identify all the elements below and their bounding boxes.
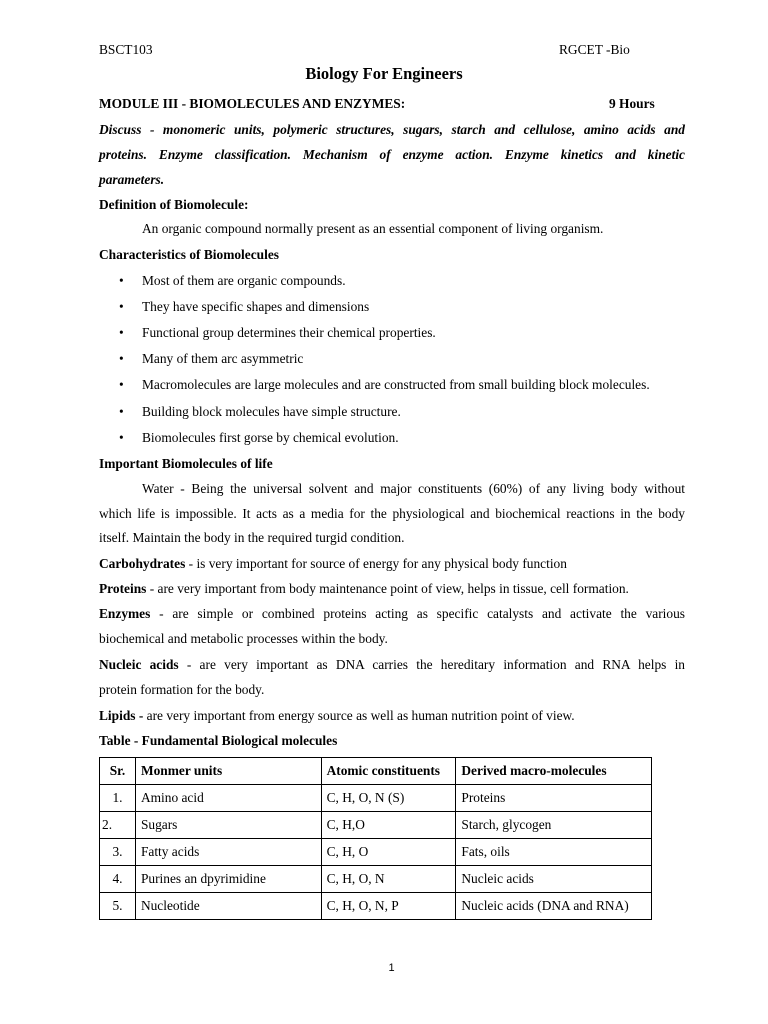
bullet-icon: •	[119, 299, 124, 314]
module-heading: MODULE III - BIOMOLECULES AND ENZYMES:	[99, 96, 406, 111]
header-subject: RGCET -Bio	[559, 42, 630, 57]
column-header-derived: Derived macro-molecules	[456, 758, 652, 785]
enzymes-line-2: biochemical and metabolic processes within the body.	[99, 631, 388, 646]
cell-derived: Proteins	[456, 785, 652, 812]
table-row	[100, 866, 652, 893]
table-caption: Table - Fundamental Biological molecules	[99, 733, 338, 748]
cell-monomer: Amino acid	[135, 785, 321, 812]
list-item: • They have specific shapes and dimensions	[119, 299, 370, 314]
water-line-1: Water - Being the universal solvent and major constituents (60%) of any living body without	[142, 481, 685, 496]
cell-sr: 4.	[100, 866, 136, 893]
cell-sr: 5.	[100, 893, 136, 920]
list-item: • Many of them arc asymmetric	[119, 351, 304, 366]
cell-atomic: C, H, O, N, P	[321, 893, 456, 920]
water-line-2: which life is impossible. It acts as a media for the physiological and biochemical reactions in the body	[99, 506, 685, 521]
biomolecules-table	[99, 757, 652, 920]
proteins-term: Proteins	[99, 581, 147, 596]
list-item: • Building block molecules have simple structure.	[119, 404, 401, 419]
list-item: • Most of them are organic compounds.	[119, 273, 346, 288]
cell-derived: Starch, glycogen	[456, 812, 652, 839]
cell-derived: Nucleic acids (DNA and RNA)	[456, 893, 652, 920]
table-row	[100, 812, 652, 839]
column-header-atomic: Atomic constituents	[321, 758, 456, 785]
bullet-icon: •	[119, 377, 124, 392]
nucleic-line-1: Nucleic acids - are very important as DNA carries the hereditary information and RNA helps in	[99, 657, 685, 672]
carbohydrates-term: Carbohydrates	[99, 556, 186, 571]
module-hours: 9 Hours	[609, 96, 655, 111]
cell-monomer: Sugars	[135, 812, 321, 839]
cell-derived: Fats, oils	[456, 839, 652, 866]
proteins-line: Proteins - are very important from body maintenance point of view, helps in tissue, cell formation.	[99, 581, 629, 596]
carbohydrates-line: Carbohydrates - is very important for source of energy for any physical body function	[99, 556, 567, 571]
bullet-icon: •	[119, 325, 124, 340]
header-course-code: BSCT103	[99, 42, 153, 57]
enzymes-term: Enzymes	[99, 606, 151, 621]
discuss-line-2: proteins. Enzyme classification. Mechanism of enzyme action. Enzyme kinetics and kinetic	[99, 147, 685, 162]
table-header-row	[100, 758, 652, 785]
nucleic-line-2: protein formation for the body.	[99, 682, 265, 697]
discuss-line-1: Discuss - monomeric units, polymeric structures, sugars, starch and cellulose, amino acids and	[99, 122, 685, 137]
definition-heading: Definition of Biomolecule:	[99, 197, 249, 212]
water-line-3: itself. Maintain the body in the required turgid condition.	[99, 530, 405, 545]
cell-sr: 2.	[100, 812, 136, 839]
bullet-icon: •	[119, 273, 124, 288]
cell-monomer: Purines an dpyrimidine	[135, 866, 321, 893]
bullet-icon: •	[119, 404, 124, 419]
cell-derived: Nucleic acids	[456, 866, 652, 893]
bullet-icon: •	[119, 351, 124, 366]
column-header-sr: Sr.	[100, 758, 136, 785]
definition-text: An organic compound normally present as an essential component of living organism.	[142, 221, 604, 236]
cell-monomer: Nucleotide	[135, 893, 321, 920]
table-row	[100, 785, 652, 812]
page-title: Biology For Engineers	[305, 64, 463, 83]
table-row	[100, 893, 652, 920]
cell-sr: 1.	[100, 785, 136, 812]
nucleic-term: Nucleic acids	[99, 657, 179, 672]
characteristics-heading: Characteristics of Biomolecules	[99, 247, 279, 262]
important-heading: Important Biomolecules of life	[99, 456, 273, 471]
column-header-monomer: Monmer units	[135, 758, 321, 785]
enzymes-line-1: Enzymes - are simple or combined proteins acting as specific catalysts and activate the various	[99, 606, 685, 621]
bullet-icon: •	[119, 430, 124, 445]
cell-atomic: C, H, O, N (S)	[321, 785, 456, 812]
list-item: • Biomolecules first gorse by chemical evolution.	[119, 430, 399, 445]
cell-atomic: C, H, O	[321, 839, 456, 866]
page-number: 1	[388, 962, 395, 974]
list-item: • Macromolecules are large molecules and are constructed from small building block molecules.	[119, 377, 650, 392]
lipids-term: Lipids -	[99, 708, 144, 723]
list-item: • Functional group determines their chemical properties.	[119, 325, 436, 340]
cell-atomic: C, H, O, N	[321, 866, 456, 893]
discuss-line-3: parameters.	[99, 172, 165, 187]
cell-atomic: C, H,O	[321, 812, 456, 839]
lipids-line: Lipids - are very important from energy source as well as human nutrition point of view.	[99, 708, 575, 723]
cell-monomer: Fatty acids	[135, 839, 321, 866]
cell-sr: 3.	[100, 839, 136, 866]
table-row	[100, 839, 652, 866]
